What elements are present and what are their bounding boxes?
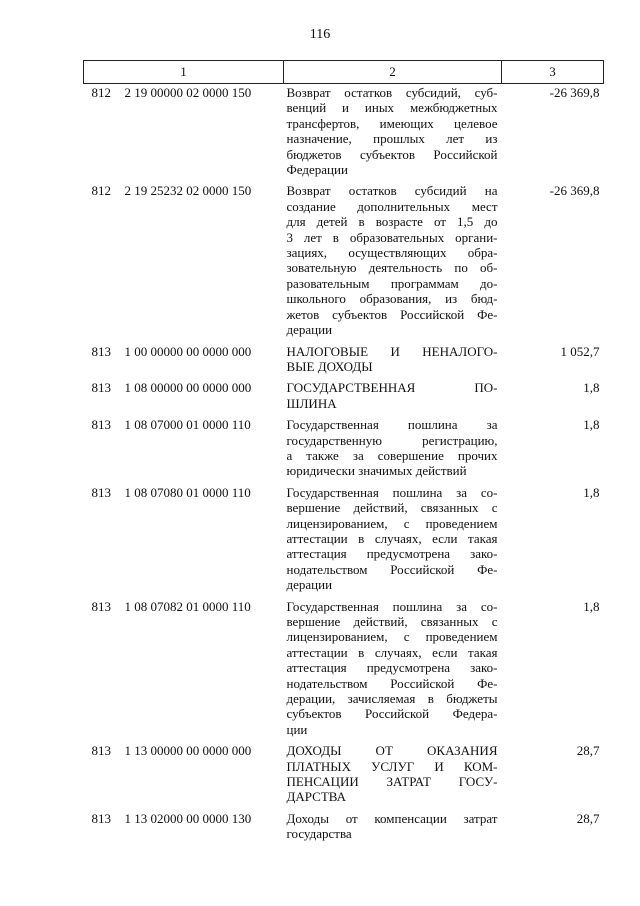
revenue-name-line: 3 лет в образовательных органи- [286,229,498,245]
header-col-1: 1 [84,61,284,84]
admin-code: 813 [91,380,111,396]
amount-cell: 1 052,7 [560,343,600,359]
revenue-name-line: государственную регистрацию, [286,432,498,448]
revenue-name-cell [284,182,502,342]
budget-code-cell [84,84,284,183]
revenue-name-line: зациях, осуществляющих обра- [286,245,498,261]
revenue-name-line: ВЫЕ ДОХОДЫ [286,358,373,374]
revenue-name-line: Государственная пошлина за со- [286,484,498,500]
revenue-name-line: вершение действий, связанных с [286,500,498,516]
header-col-2: 2 [284,61,502,84]
budget-code-cell [84,598,284,743]
revenue-name-line: ШЛИНА [286,395,337,411]
revenue-name-cell [284,598,502,743]
revenue-name-line: лицензированием, с проведением [286,629,498,645]
revenue-name-line: ГОСУДАРСТВЕННАЯ ПО- [286,380,498,396]
page-number: 116 [309,27,331,42]
admin-code: 812 [91,85,111,100]
revenue-name-line: нодательством Российской Фе- [286,675,498,691]
table-row [84,379,604,416]
revenue-name-line: дерации, зачисляемая в бюджеты [286,691,498,707]
revenue-name-line: НАЛОГОВЫЕ И НЕНАЛОГО- [286,343,498,359]
revenue-name-line: ДАРСТВА [286,789,346,805]
revenue-name-cell [284,416,502,484]
admin-code: 813 [91,343,111,359]
revenue-name-cell [284,84,502,183]
revenue-name-line: венций и иных межбюджетных [286,100,498,116]
revenue-name-line: Возврат остатков субсидий, суб- [286,85,498,100]
table-row [84,484,604,598]
header-col-3: 3 [502,61,604,84]
revenue-name-line: создание дополнительных мест [286,198,498,214]
revenue-name-line: ДОХОДЫ ОТ ОКАЗАНИЯ [286,743,498,759]
admin-code: 813 [91,484,111,500]
revenue-name-line: лицензированием, с проведением [286,515,498,531]
revenue-name-line: дерации [286,577,333,593]
classification-code: 1 08 07080 01 0000 110 [124,484,251,500]
classification-code: 1 00 00000 00 0000 000 [124,343,252,359]
budget-code-cell [84,810,284,847]
revenue-name-line: вершение действий, связанных с [286,614,498,629]
budget-code-cell [84,379,284,416]
budget-code-cell [84,416,284,484]
revenue-name-line: назначение, прошлых лет из [286,131,498,147]
revenue-name-line: разовательным программам до- [286,275,498,291]
budget-code-cell [84,484,284,598]
revenue-name-line: жетов субъектов Российской Фе- [286,306,498,322]
classification-code: 1 13 02000 00 0000 130 [124,810,252,826]
table-row [84,742,604,810]
classification-code: 1 13 00000 00 0000 000 [124,743,252,759]
table-row [84,84,604,183]
budget-code-cell [84,182,284,342]
amount-cell: 1,8 [583,598,600,614]
classification-code: 2 19 25232 02 0000 150 [124,183,252,199]
revenue-name-line: Государственная пошлина за со- [286,598,498,614]
revenue-name-cell [284,484,502,598]
revenue-name-line: юридически значимых действий [286,463,467,479]
revenue-name-line: аттестации в случаях, если такая [286,644,498,660]
revenue-name-line: ПЕНСАЦИИ ЗАТРАТ ГОСУ- [286,774,498,790]
classification-code: 2 19 00000 02 0000 150 [124,85,252,100]
revenue-table [83,60,604,847]
table-row [84,810,604,847]
classification-code: 1 08 07082 01 0000 110 [124,598,251,614]
revenue-name-line: Федерации [286,162,348,178]
amount-cell: -26 369,8 [549,183,600,199]
revenue-name-line: дерации [286,322,333,338]
admin-code: 813 [91,417,111,433]
revenue-table-container [83,60,603,847]
revenue-name-line: аттестации в случаях, если такая [286,530,498,546]
revenue-name-line: трансфертов, имеющих целевое [286,115,498,131]
budget-code-cell [84,742,284,810]
amount-cell: -26 369,8 [549,85,600,100]
table-row [84,343,604,380]
revenue-name-line: бюджетов субъектов Российской [286,146,498,162]
table-row [84,416,604,484]
revenue-name-line: Возврат остатков субсидий на [286,183,498,199]
table-row [84,598,604,743]
budget-code-cell [84,343,284,380]
amount-cell: 1,8 [583,484,600,500]
revenue-name-line: аттестация предусмотрена зако- [286,546,498,562]
revenue-name-line: а также за совершение прочих [286,447,498,463]
revenue-name-line: ции [286,721,308,737]
table-header-row [84,61,604,84]
revenue-name-line: ПЛАТНЫХ УСЛУГ И КОМ- [286,758,498,774]
revenue-name-line: зовательную деятельность по об- [286,260,498,276]
revenue-name-line: для детей в возрасте от 1,5 до [286,214,498,230]
admin-code: 813 [91,598,111,614]
classification-code: 1 08 00000 00 0000 000 [124,380,252,396]
revenue-name-line: аттестация предусмотрена зако- [286,660,498,676]
revenue-name-line: государства [286,826,352,842]
classification-code: 1 08 07000 01 0000 110 [124,417,251,433]
amount-cell: 28,7 [576,743,600,759]
amount-cell: 28,7 [576,810,600,826]
amount-cell: 1,8 [583,417,600,433]
revenue-name-cell [284,742,502,810]
revenue-name-line: субъектов Российской Федера- [286,706,498,722]
revenue-name-line: нодательством Российской Фе- [286,561,498,577]
revenue-name-cell [284,379,502,416]
admin-code: 813 [91,743,111,759]
revenue-name-cell [284,810,502,847]
amount-cell: 1,8 [583,380,600,396]
table-row [84,182,604,342]
revenue-name-cell [284,343,502,380]
admin-code: 812 [91,183,111,199]
table-body [84,84,604,847]
admin-code: 813 [91,810,111,826]
revenue-name-line: школьного образования, из бюд- [286,291,498,307]
revenue-name-line: Государственная пошлина за [286,417,498,433]
revenue-name-line: Доходы от компенсации затрат [286,810,498,826]
